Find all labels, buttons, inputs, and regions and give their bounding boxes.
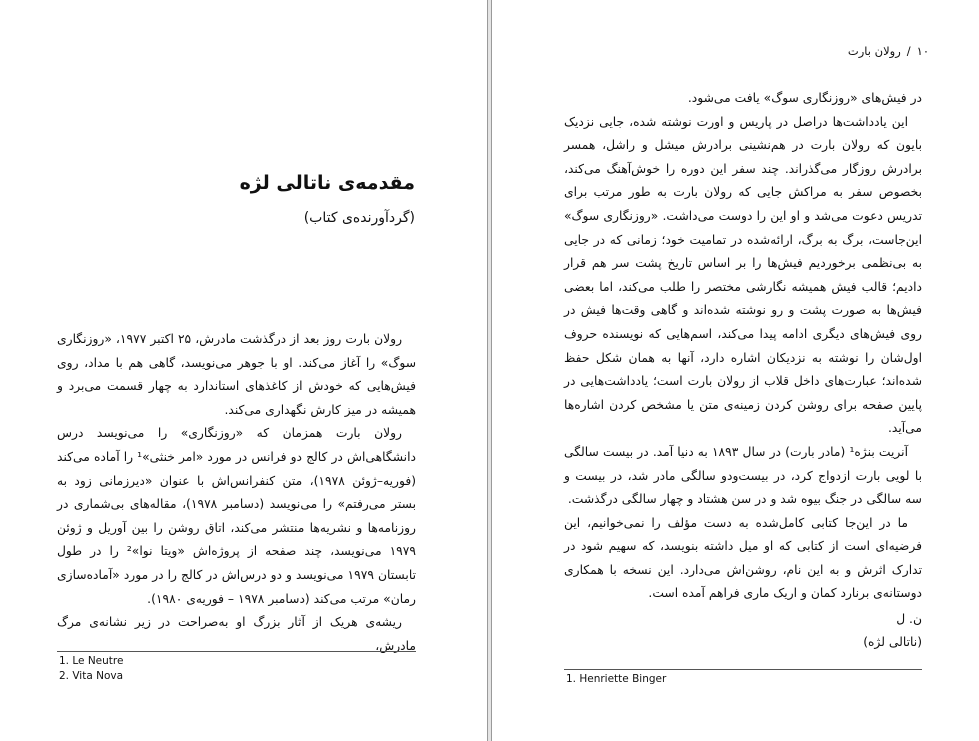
footnotes-right [566,672,666,687]
right-body-text [564,87,922,654]
footnote: 2. Vita Nova [59,670,124,682]
signature-name: (ناتالی لژه) [863,635,922,650]
paragraph: در فیش‌های «روزنگاری سوگ» یافت می‌شود. [687,91,922,105]
paragraph: رولان بارت همزمان که «روزنگاری» را می‌نویسد درس دانشگاهی‌اش در کالج دو فرانس در مورد «امر خنثی»¹ را آماده می‌کند (فوریه–ژوئن ۱۹۷۸)، متن کنفرانس‌اش با عنوان «دیرزمانی زود به بستر می‌رفتم» را می‌نویسد (دسامبر ۱۹۷۸)، مقاله‌های بی‌شماری در روزنامه‌ها و نشریه‌ها منتشر می‌کند، اتاق روشن را بین آوریل و ژوئن ۱۹۷۹ می‌نویسد، چند صفحه از پروژه‌اش «ویتا نوا»² را در طول تابستان ۱۹۷۹ می‌نویسد و دو درس‌اش در کالج را در مورد «آماده‌سازی رمان» مرتب می‌کند (دسامبر ۱۹۷۸ – فوریه‌ی ۱۹۸۰). [57,426,416,606]
paragraph: آنریت بنژه¹ (مادر بارت) در سال ۱۸۹۳ به دنیا آمد. در بیست سالگی با لویی بارت ازدواج کرد، در بیست‌ودو سالگی مادر شد، در بیست و سه سالگی در جنگ بیوه شد و در سن هشتاد و چهار سالگی درگذشت. [564,444,922,507]
chapter-subtitle: (گردآورنده‌ی کتاب) [303,210,415,226]
left-body-text [57,328,416,658]
page-number: ۱۰ [916,44,929,58]
footnote: 1. Henriette Binger [566,673,667,685]
paragraph: ریشه‌ی هریک از آثار بزرگ او به‌صراحت در زیر نشانه‌ی مرگ مادرش، [57,615,416,653]
left-page [0,0,488,741]
footnotes-left [59,654,123,684]
paragraph: رولان بارت روز بعد از درگذشت مادرش، ۲۵ اکتبر ۱۹۷۷، «روزنگاری سوگ» را آغاز می‌کند. او با جوهر می‌نویسد، گاهی هم با مداد، روی فیش‌هایی که خودش از کاغذهای استاندارد به چهار قسمت می‌برد و همیشه در میز کارش نگهداری می‌کند. [57,332,416,417]
footnote-divider [564,669,922,670]
running-title: رولان بارت [847,44,901,58]
paragraph: ما در این‌جا کتابی کامل‌شده به دست مؤلف را نمی‌خوانیم، این فرضیه‌ای است از کتابی که او میل داشته بنویسد، که سهیم شود در تدارک اثرش و به این نام، روشن‌اش می‌دارد. این نسخه با همکاری دوستانه‌ی برنارد کمان و اریک ماری فراهم آمده است. [564,515,922,601]
header-separator: / [906,44,911,58]
right-page [491,0,979,741]
paragraph: این یادداشت‌ها دراصل در پاریس و اورت نوشته شده، جایی نزدیک بایون که رولان بارت در هم‌نشینی برادرش میشل و راشل، همسر برادرش روزگار می‌گذراند. چند سفر این دوره را خوش‌آهنگ می‌کند، بخصوص سفر به مراکش جایی که رولان بارت به طور مرتب برای تدریس دعوت می‌شد و او این را دوست می‌داشت. «روزنگاری سوگ» این‌جاست، برگ به برگ، ارائه‌شده در تمامیت خود؛ زمانی که در جایی به بی‌نظمی برخوردیم فیش‌ها را بر اساس تاریخ پشت سر هم قرار دادیم؛ قالب فیش همیشه نگارشی مختصر را طلب می‌کند، اما بعضی فیش‌ها به صورت پشت و رو نوشته شده‌اند و گاهی وقت‌ها فیش در روی فیش‌های دیگری ادامه پیدا می‌کند، اسم‌هایی که نویسنده حروف اول‌شان را نوشته به نزدیکان اشاره دارد، آنها به همان شکل حفظ شده‌اند؛ عبارت‌های داخل قلاب از رولان بارت است؛ یادداشت‌هایی در پایین صفحه برای روشن کردن زمینه‌ی متن یا مشخص کردن اشاره‌ها می‌آید. [564,114,922,436]
signature-initials: ن. ل [896,612,922,627]
running-header [629,44,929,58]
footnote-divider [57,651,416,652]
signature-block [564,608,922,654]
footnote: 1. Le Neutre [59,655,124,667]
chapter-title: مقدمه‌ی ناتالی لژه [239,172,415,194]
